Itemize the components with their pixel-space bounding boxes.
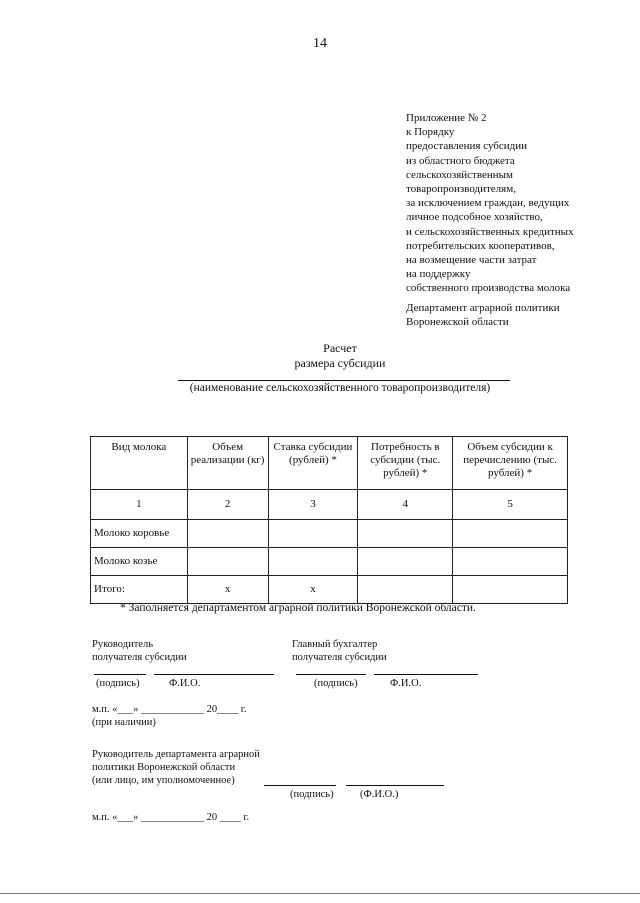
table-header-cell: Потребность в субсидии (тыс. рублей) * [358,437,453,490]
appendix-line: товаропроизводителям, [406,183,516,196]
column-number: 5 [453,490,568,520]
stamp-date-line-2[interactable]: м.п. «___» ____________ 20 ____ г. [92,812,250,823]
appendix-line: на возмещение части затрат [406,254,537,267]
table-cell[interactable] [358,576,453,604]
head-fio-line[interactable] [154,674,274,675]
stamp-if-any: (при наличии) [92,717,156,728]
table-cell[interactable] [453,548,568,576]
table-header-row [91,437,568,490]
column-number: 2 [187,490,268,520]
footnote: * Заполняется департаментом аграрной политики Воронежской области. [120,602,476,614]
appendix-line: личное подсобное хозяйство, [406,211,543,224]
dept-sign-caption: (подпись) [290,789,334,800]
appendix-line: сельскохозяйственным [406,168,513,181]
appendix-line: предоставления субсидии [406,140,528,153]
table-cell[interactable] [453,520,568,548]
table-row [91,520,568,548]
dept-head-line-2: политики Воронежской области [92,762,236,773]
appendix-line: к Порядку [406,126,455,139]
table-header-cell: Вид молока [91,437,188,490]
appendix-header [406,111,636,296]
dept-head-line-3: (или лицо, им уполномоченное) [92,775,235,786]
table-row [91,548,568,576]
accountant-fio-line[interactable] [374,674,478,675]
appendix-line: и сельскохозяйственных кредитных [406,225,574,238]
table-cell[interactable] [358,548,453,576]
row-label: Итого: [91,576,188,604]
appendix-line: Приложение № 2 [406,112,487,124]
table-cell[interactable] [187,520,268,548]
accountant-fio-caption: Ф.И.О. [390,678,422,689]
appendix-line: за исключением граждан, ведущих [406,197,570,210]
table-total-row [91,576,568,604]
dept-head-line-1: Руководитель департамента аграрной [92,749,260,760]
department-header [406,302,560,330]
accountant-title-line-2: получателя субсидии [292,652,387,663]
appendix-line: потребительских кооперативов, [406,239,555,252]
table-header-cell: Ставка субсидии (рублей) * [268,437,358,490]
table-cell[interactable] [453,576,568,604]
appendix-line: из областного бюджета [406,154,515,167]
stamp-date-line[interactable]: м.п. «___» ____________ 20____ г. [92,704,247,715]
head-title-line-2: получателя субсидии [92,652,187,663]
table-cell[interactable] [268,520,358,548]
table-number-row [91,490,568,520]
document-title [160,341,520,371]
head-signature-line[interactable] [94,674,146,675]
appendix-line: собственного производства молока [406,282,571,295]
accountant-title-line-1: Главный бухгалтер [292,639,378,650]
title-line-1: Расчет [323,341,357,355]
table-cell[interactable] [268,548,358,576]
subsidy-table [90,436,568,604]
appendix-line: на поддержку [406,268,471,281]
table-header-cell: Объем реализации (кг) [187,437,268,490]
producer-name-caption: (наименование сельскохозяйственного товаропроизводителя) [189,382,491,394]
accountant-sign-caption: (подпись) [314,678,358,689]
page-number: 14 [313,36,327,51]
table-cell: х [187,576,268,604]
dept-fio-caption: (Ф.И.О.) [360,789,399,800]
head-sign-caption: (подпись) [96,678,140,689]
column-number: 4 [358,490,453,520]
department-line: Воронежской области [406,315,509,328]
table-cell[interactable] [358,520,453,548]
bottom-rule [0,893,640,894]
row-label: Молоко коровье [91,520,188,548]
head-title-line-1: Руководитель [92,639,153,650]
table-cell: х [268,576,358,604]
row-label: Молоко козье [91,548,188,576]
department-line: Департамент аграрной политики [406,302,560,314]
table-header-cell: Объем субсидии к перечислению (тыс. рублей) * [453,437,568,490]
dept-fio-line[interactable] [346,785,444,786]
producer-name-field[interactable] [178,380,510,381]
dept-signature-line[interactable] [264,785,336,786]
title-line-2: размера субсидии [294,356,386,370]
table-cell[interactable] [187,548,268,576]
column-number: 3 [268,490,358,520]
head-fio-caption: Ф.И.О. [169,678,201,689]
column-number: 1 [91,490,188,520]
accountant-signature-line[interactable] [296,674,366,675]
